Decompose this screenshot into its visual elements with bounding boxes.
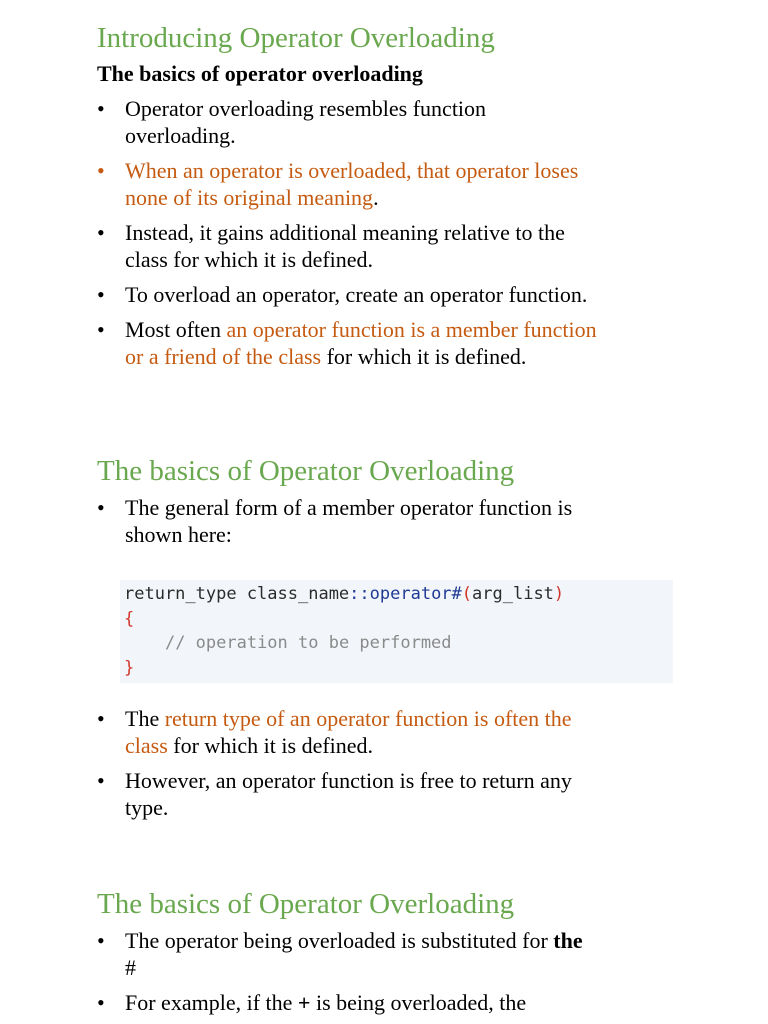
slide-2	[97, 452, 697, 548]
bullet-glyph: •	[97, 317, 105, 342]
bullet-glyph: •	[97, 220, 105, 245]
code-args: arg_list	[472, 584, 554, 604]
list-item-text: Instead, it gains additional meaning relative to the	[125, 220, 565, 245]
list-item-text: For example, if the	[125, 990, 298, 1015]
list-item-text: shown here:	[125, 522, 232, 547]
bullet-glyph: •	[97, 96, 105, 121]
slide-1-subtitle: The basics of operator overloading	[97, 61, 423, 86]
list-item	[97, 95, 697, 149]
code-operator-name: operator#	[369, 584, 462, 604]
code-block	[120, 580, 673, 683]
code-scope-operator: ::	[349, 584, 370, 604]
list-item-text: When an operator is overloaded, that operator loses	[125, 158, 579, 183]
list-item-text: Most often	[125, 317, 227, 342]
slide-2-bullet-list-bottom	[97, 705, 697, 821]
list-item-text: the	[553, 928, 583, 953]
list-item-text: To overload an operator, create an operator function.	[125, 282, 588, 307]
list-item	[97, 927, 697, 981]
bullet-glyph: •	[97, 768, 105, 793]
list-item-text: type.	[125, 795, 169, 820]
code-indent	[124, 633, 165, 653]
list-item-text: return type of an operator function is often the	[164, 706, 572, 731]
list-item	[97, 767, 697, 821]
slide-2-continued	[97, 705, 697, 821]
list-item-text: class for which it is defined.	[125, 247, 374, 272]
slide-1-title: Introducing Operator Overloading	[97, 22, 495, 54]
list-item-text: The	[125, 706, 165, 731]
list-item	[97, 705, 697, 759]
slide-3	[97, 885, 697, 1016]
list-item	[97, 281, 697, 308]
slide-2-bullet-list-top	[97, 494, 697, 548]
list-item-text: is being overloaded, the	[310, 990, 527, 1015]
list-item	[97, 219, 697, 273]
bullet-glyph: •	[97, 158, 105, 183]
list-item-text: an operator function is a member function	[226, 317, 597, 342]
list-item-text: for which it is defined.	[321, 344, 527, 369]
code-return-type: return_type class_name	[124, 584, 350, 604]
bullet-glyph: •	[97, 990, 105, 1015]
bullet-glyph: •	[97, 706, 105, 731]
code-brace-open: {	[124, 608, 135, 629]
bullet-glyph: •	[97, 282, 105, 307]
slide-3-bullet-list	[97, 927, 697, 1016]
list-item-text: for which it is defined.	[167, 733, 374, 758]
list-item-text: overloading.	[125, 123, 236, 148]
list-item	[97, 989, 697, 1016]
list-item-text: .	[373, 185, 379, 210]
bullet-glyph: •	[97, 495, 105, 520]
code-paren: (	[461, 584, 473, 604]
list-item-text: or a friend of the class	[125, 344, 322, 369]
list-item-text: However, an operator function is free to return any	[125, 768, 572, 793]
slide-3-title: The basics of Operator Overloading	[97, 888, 515, 920]
list-item-text: The general form of a member operator function is	[125, 495, 573, 520]
bullet-glyph: •	[97, 928, 105, 953]
slide-2-title: The basics of Operator Overloading	[97, 455, 515, 487]
list-item-text: The operator being overloaded is substituted for	[125, 928, 554, 953]
list-item	[97, 157, 697, 211]
list-item-text: none of its original meaning	[125, 185, 374, 210]
list-item	[97, 494, 697, 548]
slide-1	[97, 19, 697, 370]
code-paren: )	[553, 584, 565, 604]
list-item-text: Operator overloading resembles function	[125, 96, 487, 121]
list-item	[97, 316, 697, 370]
code-brace-close: }	[124, 657, 135, 678]
code-comment: // operation to be performed	[164, 633, 452, 653]
list-item-text: #	[125, 955, 136, 980]
list-item-text: +	[297, 990, 311, 1015]
list-item-text: class	[125, 733, 168, 758]
slide-1-bullet-list	[97, 95, 697, 370]
